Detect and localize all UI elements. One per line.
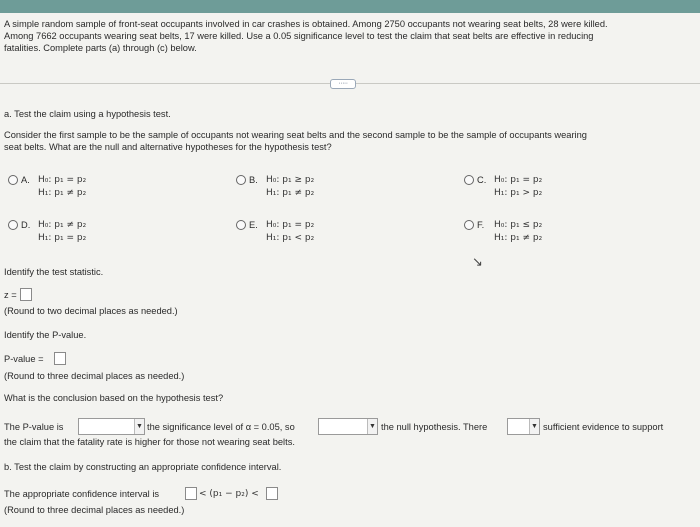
option-b-alt: H₁: p₁ ≠ p₂ bbox=[266, 188, 315, 198]
option-c-radio[interactable] bbox=[464, 175, 474, 185]
consider-line-2: seat belts. What are the null and alternative hypotheses for the hypothesis test? bbox=[4, 142, 332, 152]
option-d-letter: D. bbox=[21, 220, 31, 230]
chevron-down-icon: ▼ bbox=[134, 419, 144, 434]
option-e-alt: H₁: p₁ < p₂ bbox=[266, 233, 315, 243]
option-f-letter: F. bbox=[477, 220, 485, 230]
option-d-radio[interactable] bbox=[8, 220, 18, 230]
option-c-alt: H₁: p₁ > p₂ bbox=[494, 188, 543, 198]
option-b-null: H₀: p₁ ≥ p₂ bbox=[266, 175, 315, 185]
option-a-null: H₀: p₁ = p₂ bbox=[38, 175, 87, 185]
round-two-note: (Round to two decimal places as needed.) bbox=[4, 306, 178, 316]
problem-line-2: Among 7662 occupants wearing seat belts, 17 were killed. Use a 0.05 significance level to test the claim that seat belts are effective in reducing bbox=[4, 31, 594, 41]
option-d-alt: H₁: p₁ = p₂ bbox=[38, 233, 87, 243]
option-e-radio[interactable] bbox=[236, 220, 246, 230]
option-d-null: H₀: p₁ ≠ p₂ bbox=[38, 220, 87, 230]
ci-middle: < (p₁ − p₂) < bbox=[199, 489, 259, 499]
ci-upper-input[interactable] bbox=[266, 487, 278, 500]
evidence-dropdown[interactable] bbox=[507, 418, 540, 435]
option-c-null: H₀: p₁ = p₂ bbox=[494, 175, 543, 185]
top-bar bbox=[0, 0, 700, 13]
option-a-radio[interactable] bbox=[8, 175, 18, 185]
option-f-radio[interactable] bbox=[464, 220, 474, 230]
expand-content-button[interactable]: ····· bbox=[330, 79, 356, 89]
sufficient-evidence-text: sufficient evidence to support bbox=[543, 422, 664, 432]
problem-line-1: A simple random sample of front-seat occupants involved in car crashes is obtained. Among 2750 occupants not wearing seat belts, 28 were killed. bbox=[4, 19, 608, 29]
ci-prefix: The appropriate confidence interval is bbox=[4, 489, 160, 499]
identify-statistic-label: Identify the test statistic. bbox=[4, 267, 104, 277]
ci-round-note: (Round to three decimal places as needed.) bbox=[4, 505, 185, 515]
option-e-letter: E. bbox=[249, 220, 258, 230]
option-c-letter: C. bbox=[477, 175, 487, 185]
mouse-cursor-icon: ↘ bbox=[472, 254, 483, 269]
option-f-null: H₀: p₁ ≤ p₂ bbox=[494, 220, 543, 230]
round-three-note: (Round to three decimal places as needed.) bbox=[4, 371, 185, 381]
conclusion-question: What is the conclusion based on the hypothesis test? bbox=[4, 393, 224, 403]
option-a-letter: A. bbox=[21, 175, 30, 185]
claim-text: the claim that the fatality rate is higher for those not wearing seat belts. bbox=[4, 437, 295, 447]
part-a-heading: a. Test the claim using a hypothesis test. bbox=[4, 109, 171, 119]
option-f-alt: H₁: p₁ ≠ p₂ bbox=[494, 233, 543, 243]
identify-p-label: Identify the P-value. bbox=[4, 330, 87, 340]
significance-text: the significance level of α = 0.05, so bbox=[147, 422, 295, 432]
chevron-down-icon: ▼ bbox=[367, 419, 377, 434]
chevron-down-icon: ▼ bbox=[529, 419, 539, 434]
ci-lower-input[interactable] bbox=[185, 487, 197, 500]
p-value-is-text: The P-value is bbox=[4, 422, 64, 432]
z-input[interactable] bbox=[20, 288, 32, 301]
p-value-label: P-value = bbox=[4, 354, 44, 364]
option-a-alt: H₁: p₁ ≠ p₂ bbox=[38, 188, 87, 198]
option-b-radio[interactable] bbox=[236, 175, 246, 185]
null-hypothesis-text: the null hypothesis. There bbox=[381, 422, 488, 432]
consider-line-1: Consider the first sample to be the sample of occupants not wearing seat belts and the second sample to be the sample of occupants wearing bbox=[4, 130, 587, 140]
problem-line-3: fatalities. Complete parts (a) through (c) below. bbox=[4, 43, 197, 53]
p-value-comparison-dropdown[interactable] bbox=[78, 418, 145, 435]
z-label: z = bbox=[4, 290, 17, 300]
part-b-heading: b. Test the claim by constructing an appropriate confidence interval. bbox=[4, 462, 282, 472]
p-value-input[interactable] bbox=[54, 352, 66, 365]
reject-decision-dropdown[interactable] bbox=[318, 418, 378, 435]
option-e-null: H₀: p₁ = p₂ bbox=[266, 220, 315, 230]
option-b-letter: B. bbox=[249, 175, 258, 185]
